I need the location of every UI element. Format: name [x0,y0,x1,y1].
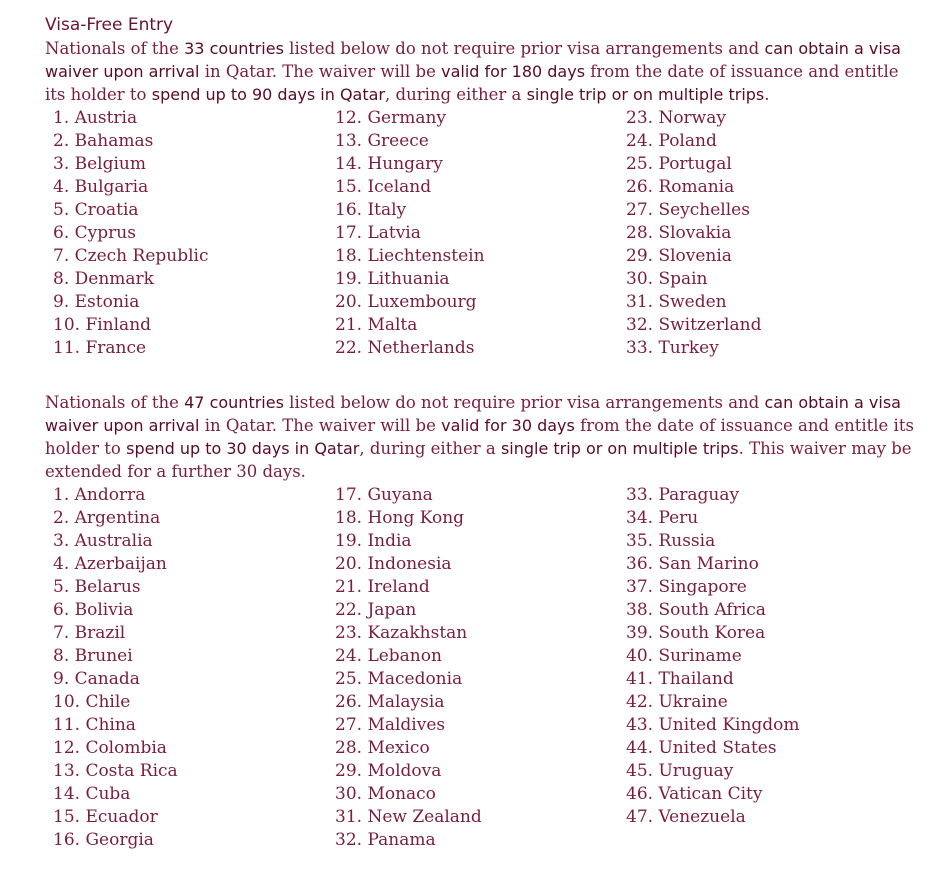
country-item: 31. New Zealand [335,807,482,827]
country-item: 19. India [335,531,412,551]
country-item: 26. Romania [626,177,735,197]
country-item: 27. Maldives [335,715,446,735]
country-item: 36. San Marino [626,554,759,574]
country-item: 5. Belarus [53,577,141,597]
highlight-trips: single trip or on multiple trips [500,439,739,458]
country-column-2 [335,484,626,852]
country-item: 10. Chile [53,692,131,712]
country-item: 24. Lebanon [335,646,442,666]
country-item: 47. Venezuela [626,807,746,827]
country-item: 19. Lithuania [335,269,450,289]
country-item: 43. United Kingdom [626,715,800,735]
country-item: 30. Monaco [335,784,436,804]
country-item: 21. Ireland [335,577,430,597]
country-item: 16. Georgia [53,830,154,850]
country-item: 32. Panama [335,830,436,850]
country-item: 17. Latvia [335,223,421,243]
country-item: 17. Guyana [335,485,433,505]
country-item: 1. Andorra [53,485,146,505]
country-item: 18. Hong Kong [335,508,465,528]
highlight-stay: spend up to 30 days in Qatar [126,439,360,458]
country-item: 23. Norway [626,108,726,128]
country-item: 10. Finland [53,315,152,335]
highlight-trips: single trip or on multiple trips [526,85,765,104]
country-item: 20. Luxembourg [335,292,477,312]
country-item: 6. Cyprus [53,223,136,243]
country-item: 24. Poland [626,131,717,151]
country-item: 22. Netherlands [335,338,475,358]
country-item: 33. Paraguay [626,485,740,505]
country-item: 46. Vatican City [626,784,763,804]
country-item: 13. Greece [335,131,429,151]
country-item: 41. Thailand [626,669,734,689]
country-column-3 [626,107,876,360]
country-item: 13. Costa Rica [53,761,178,781]
highlight-waiver: can obtain a visa waiver upon arrival [45,393,901,435]
highlight-stay: spend up to 90 days in Qatar [151,85,386,104]
country-item: 28. Mexico [335,738,430,758]
country-item: 38. South Africa [626,600,766,620]
country-item: 8. Brunei [53,646,133,666]
country-item: 22. Japan [335,600,417,620]
country-item: 15. Iceland [335,177,432,197]
country-item: 27. Seychelles [626,200,750,220]
country-item: 11. China [53,715,136,735]
country-item: 3. Belgium [53,154,147,174]
country-item: 42. Ukraine [626,692,728,712]
country-item: 12. Germany [335,108,447,128]
highlight-waiver: can obtain a visa waiver upon arrival [45,39,901,81]
country-item: 9. Canada [53,669,140,689]
country-item: 20. Indonesia [335,554,452,574]
country-item: 16. Italy [335,200,407,220]
country-item: 44. United States [626,738,777,758]
highlight-count: 47 countries [184,393,284,412]
highlight-validity: valid for 180 days [441,62,586,81]
country-item: 29. Moldova [335,761,442,781]
country-item: 25. Portugal [626,154,732,174]
country-item: 12. Colombia [53,738,167,758]
country-item: 34. Peru [626,508,699,528]
country-column-2 [335,107,626,360]
country-item: 29. Slovenia [626,246,732,266]
country-item: 2. Argentina [53,508,161,528]
country-item: 39. South Korea [626,623,766,643]
page-title: Visa-Free Entry [45,15,174,35]
country-item: 33. Turkey [626,338,719,358]
country-item: 30. Spain [626,269,708,289]
country-item: 4. Bulgaria [53,177,149,197]
highlight-validity: valid for 30 days [441,416,575,435]
country-item: 7. Czech Republic [53,246,209,266]
country-item: 18. Liechtenstein [335,246,485,266]
country-item: 21. Malta [335,315,418,335]
country-item: 32. Switzerland [626,315,762,335]
highlight-count: 33 countries [184,39,284,58]
country-item: 8. Denmark [53,269,154,289]
country-column-1 [45,484,335,852]
country-item: 26. Malaysia [335,692,445,712]
country-item: 25. Macedonia [335,669,463,689]
country-item: 28. Slovakia [626,223,732,243]
country-item: 35. Russia [626,531,716,551]
country-item: 4. Azerbaijan [53,554,167,574]
country-item: 23. Kazakhstan [335,623,468,643]
country-item: 40. Suriname [626,646,742,666]
section-spacer [45,360,915,391]
intro-paragraph-180-days: Nationals of the 33 countries listed below do not require prior visa arrangements and can obtain a visa waiver upon arrival in Qatar. The waiver will be valid for 180 days from the date of issuance and entitle its holder to spend up to 90 days in Qatar, during either a single trip or on multiple trips. [45,39,901,104]
intro-paragraph-30-days: Nationals of the 47 countries listed below do not require prior visa arrangements and can obtain a visa waiver upon arrival in Qatar. The waiver will be valid for 30 days from the date of issuance and entitle its holder to spend up to 30 days in Qatar, during either a single trip or on multiple trips. This waiver may be extended for a further 30 days. [45,393,914,481]
country-item: 45. Uruguay [626,761,734,781]
country-item: 31. Sweden [626,292,727,312]
country-item: 14. Cuba [53,784,131,804]
country-item: 2. Bahamas [53,131,154,151]
country-item: 9. Estonia [53,292,140,312]
country-column-3 [626,484,876,852]
country-item: 11. France [53,338,147,358]
country-item: 1. Austria [53,108,138,128]
country-item: 3. Australia [53,531,153,551]
country-item: 15. Ecuador [53,807,158,827]
country-item: 7. Brazil [53,623,126,643]
country-item: 14. Hungary [335,154,443,174]
country-item: 6. Bolivia [53,600,134,620]
country-list-33 [45,107,915,360]
country-item: 37. Singapore [626,577,747,597]
country-column-1 [45,107,335,360]
country-list-47 [45,484,915,852]
country-item: 5. Croatia [53,200,139,220]
